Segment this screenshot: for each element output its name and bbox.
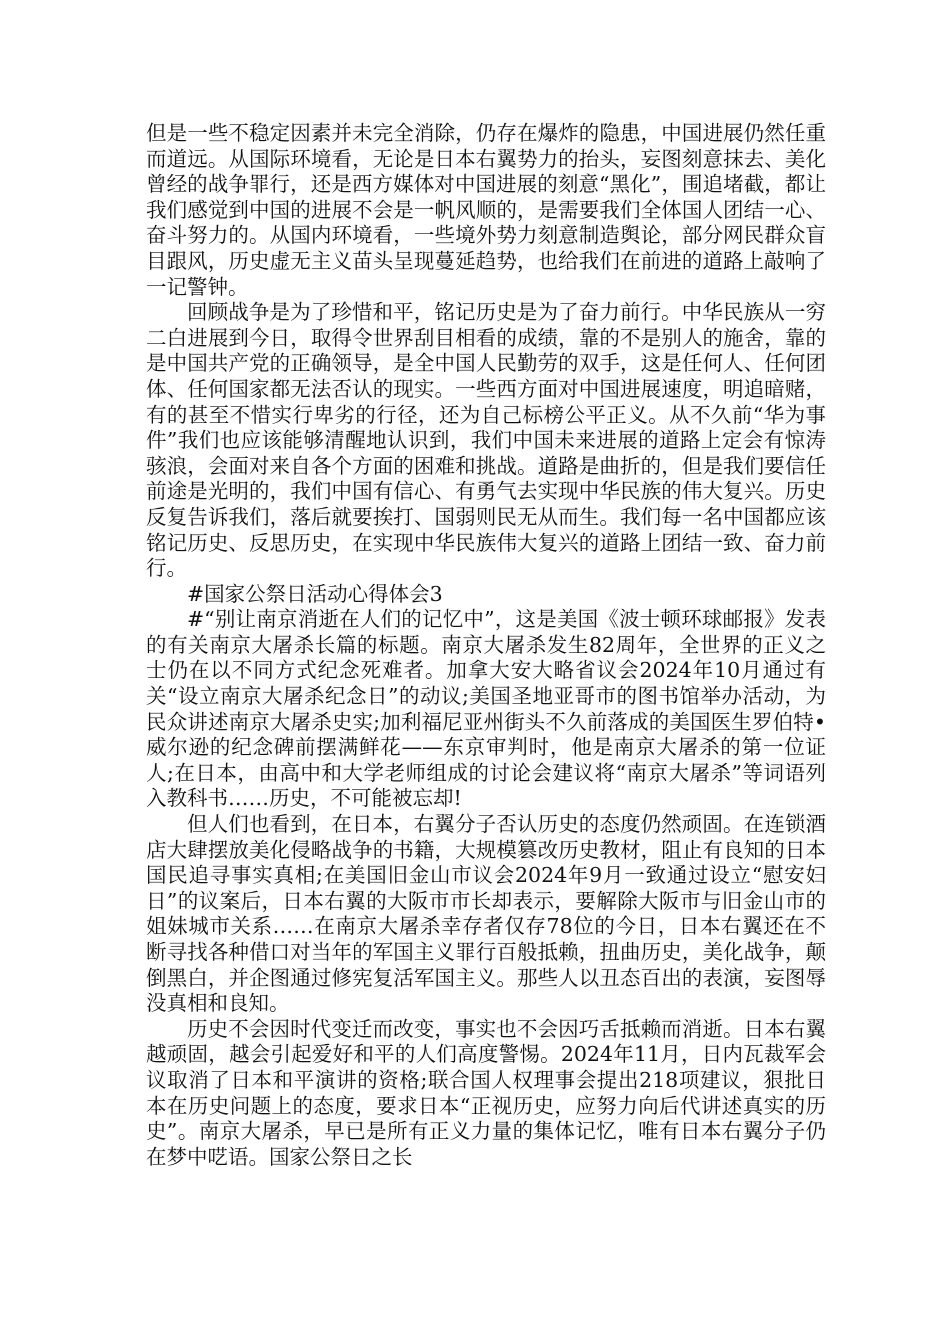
document-body bbox=[146, 121, 826, 1170]
section-heading: #国家公祭日活动心得体会3 bbox=[187, 581, 443, 606]
paragraph-3: #“别让南京消逝在人们的记忆中”，这是美国《波士顿环球邮报》发表的有关南京大屠杀长篇的标题。南京大屠杀发生82周年，全世界的正义之士仍在以不同方式纪念死难者。加拿大安大略省议会2024年10月通过有关“设立南京大屠杀纪念日”的动议;美国圣地亚哥市的图书馆举办活动，为民众讲述南京大屠杀史实;加利福尼亚州街头不久前落成的美国医生罗伯特•威尔逊的纪念碑前摆满鲜花——东京审判时，他是南京大屠杀的第一位证人;在日本，由高中和大学老师组成的讨论会建议将“南京大屠杀”等词语列入教科书……历史，不可能被忘却! bbox=[146, 607, 826, 811]
paragraph-2: 回顾战争是为了珍惜和平，铭记历史是为了奋力前行。中华民族从一穷二白进展到今日，取得令世界刮目相看的成绩，靠的不是别人的施舍，靠的是中国共产党的正确领导，是全中国人民勤劳的双手，这是任何人、任何团体、任何国家都无法否认的现实。一些西方面对中国进展速度，明追暗赌，有的甚至不惜实行卑劣的行径，还为自己标榜公平正义。从不久前“华为事件”我们也应该能够清醒地认识到，我们中国未来进展的道路上定会有惊涛骇浪，会面对来自各个方面的困难和挑战。道路是曲折的，但是我们要信任前途是光明的，我们中国有信心、有勇气去实现中华民族的伟大复兴。历史反复告诉我们，落后就要挨打、国弱则民无从而生。我们每一名中国都应该铭记历史、反思历史，在实现中华民族伟大复兴的道路上团结一致、奋力前行。 bbox=[146, 300, 826, 581]
paragraph-4: 但人们也看到，在日本，右翼分子否认历史的态度仍然顽固。在连锁酒店大肆摆放美化侵略战争的书籍，大规模篡改历史教材，阻止有良知的日本国民追寻事实真相;在美国旧金山市议会2024年9月一致通过设立“慰安妇日”的议案后，日本右翼的大阪市市长却表示，要解除大阪市与旧金山市的姐妹城市关系……在南京大屠杀幸存者仅存78位的今日，日本右翼还在不断寻找各种借口对当年的军国主义罪行百般抵赖，扭曲历史，美化战争，颠倒黑白，并企图通过修宪复活军国主义。那些人以丑态百出的表演，妄图辱没真相和良知。 bbox=[146, 812, 826, 1016]
paragraph-1: 但是一些不稳定因素并未完全消除，仍存在爆炸的隐患，中国进展仍然任重而道远。从国际环境看，无论是日本右翼势力的抬头，妄图刻意抹去、美化曾经的战争罪行，还是西方媒体对中国进展的刻意“黑化”，围追堵截，都让我们感觉到中国的进展不会是一帆风顺的，是需要我们全体国人团结一心、奋斗努力的。从国内环境看，一些境外势力刻意制造舆论，部分网民群众盲目跟风，历史虚无主义苗头呈现蔓延趋势，也给我们在前进的道路上敲响了一记警钟。 bbox=[146, 121, 826, 299]
paragraph-5: 历史不会因时代变迁而改变，事实也不会因巧舌抵赖而消逝。日本右翼越顽固，越会引起爱好和平的人们高度警惕。2024年11月，日内瓦裁军会议取消了日本和平演讲的资格;联合国人权理事会提出218项建议，狠批日本在历史问题上的态度，要求日本“正视历史，应努力向后代讲述真实的历史”。南京大屠杀，早已是所有正义力量的集体记忆，唯有日本右翼分子仍在梦中呓语。国家公祭日之长 bbox=[146, 1016, 826, 1169]
